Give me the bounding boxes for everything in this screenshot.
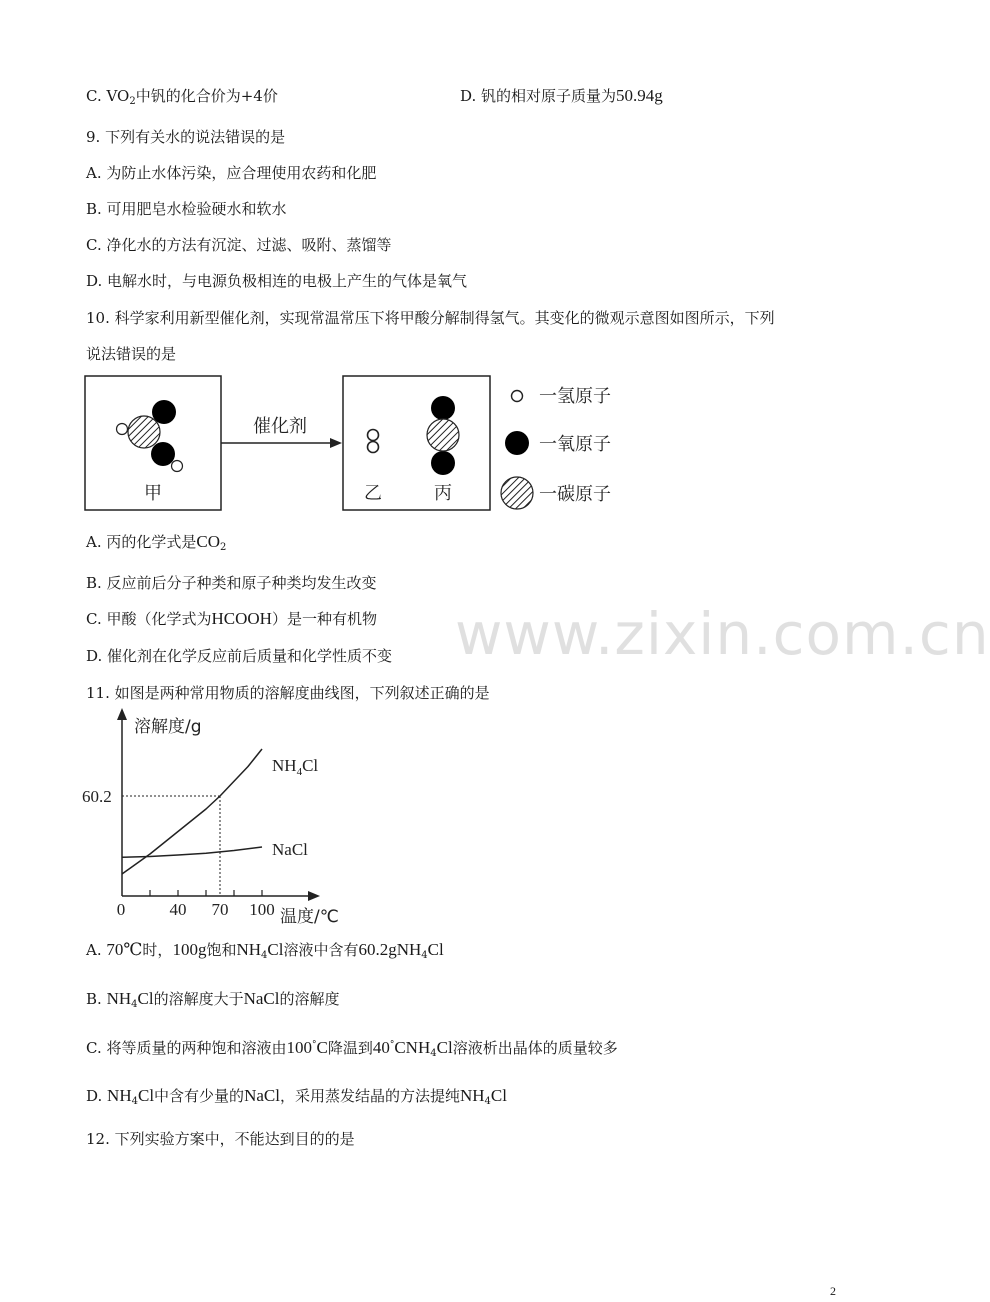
q10-option-b: B. 反应前后分子种类和原子种类均发生改变 [86, 574, 377, 592]
legend-carbon: 一碳原子 [539, 484, 611, 505]
legend-oxygen: 一氧原子 [539, 434, 611, 455]
q10-stem-line2: 说法错误的是 [86, 345, 177, 363]
q12-stem: 12. 下列实验方案中，不能达到目的的是 [86, 1130, 355, 1148]
q9-stem: 9. 下列有关水的说法错误的是 [86, 128, 286, 146]
q10-option-c: C. 甲酸（化学式为HCOOH）是一种有机物 [86, 609, 377, 628]
label-yi: 乙 [364, 483, 382, 504]
q10-micro-diagram [84, 374, 644, 514]
legend [501, 386, 611, 509]
catalyst-label: 催化剂 [253, 416, 307, 437]
q9-option-a: A. 为防止水体污染，应合理使用农药和化肥 [86, 164, 377, 182]
q8-option-c: C. $VO_2$中钒的化合价为+4价 [86, 87, 278, 107]
x-tick-label: 0 [116, 900, 126, 919]
q11-option-a: A. 70℃时，100g饱和$NH_4Cl$溶液中含有60.2gNH$_4$Cl [86, 940, 444, 961]
q11-option-b: B. $NH_4Cl$的溶解度大于NaCl的溶解度 [86, 989, 340, 1010]
series-label-nacl: NaCl [272, 840, 308, 859]
formic-acid-molecule [117, 400, 183, 472]
q11-option-c: C. 将等质量的两种饱和溶液由100°C降温到$40^\circ CNH_4Cl$溶液析出晶体的质量较多 [86, 1038, 618, 1059]
q10-stem-line1: 10. 科学家利用新型催化剂，实现常温常压下将甲酸分解制得氢气。其变化的微观示意图如图所示，下列 [86, 309, 775, 327]
legend-hydrogen: 一氢原子 [539, 386, 611, 407]
y-marker-label: 60.2 [82, 787, 112, 806]
solubility-chart [82, 706, 352, 928]
x-tick-label: 100 [249, 900, 275, 919]
q11-option-d: D. $NH_4Cl$中含有少量的NaCl，采用蒸发结晶的方法提纯$NH_4Cl$ [86, 1086, 507, 1107]
q10-option-a: A. 丙的化学式是$CO_2$ [86, 532, 227, 553]
q9-option-d: D. 电解水时，与电源负极相连的电极上产生的气体是氧气 [86, 272, 468, 290]
q10-option-d: D. 催化剂在化学反应前后质量和化学性质不变 [86, 647, 393, 665]
carbon-dioxide-molecule [427, 396, 459, 475]
series-line-nacl [122, 847, 262, 857]
y-axis-label: 溶解度/g [134, 717, 202, 737]
watermark: www.zixin.com.cn [455, 600, 990, 668]
page-number: 2 [830, 1284, 836, 1298]
label-bing: 丙 [434, 483, 452, 504]
hydrogen-molecule [368, 430, 379, 453]
series-label-nh4cl: $NH_4Cl$ [272, 756, 319, 778]
x-tick-label: 70 [211, 900, 229, 919]
q9-option-c: C. 净化水的方法有沉淀、过滤、吸附、蒸馏等 [86, 236, 392, 254]
x-axis-arrow [308, 891, 320, 901]
x-tick-label: 40 [169, 900, 187, 919]
y-axis-arrow [117, 708, 127, 720]
series-line-nh4cl [122, 749, 262, 874]
q8-option-d: D. 钒的相对原子质量为50.94g [460, 86, 663, 105]
x-axis-label: 温度/℃ [280, 907, 339, 927]
arrow-head [330, 438, 342, 448]
q9-option-b: B. 可用肥皂水检验硬水和软水 [86, 200, 287, 218]
q11-stem: 11. 如图是两种常用物质的溶解度曲线图，下列叙述正确的是 [86, 684, 490, 702]
label-jia: 甲 [144, 483, 162, 504]
